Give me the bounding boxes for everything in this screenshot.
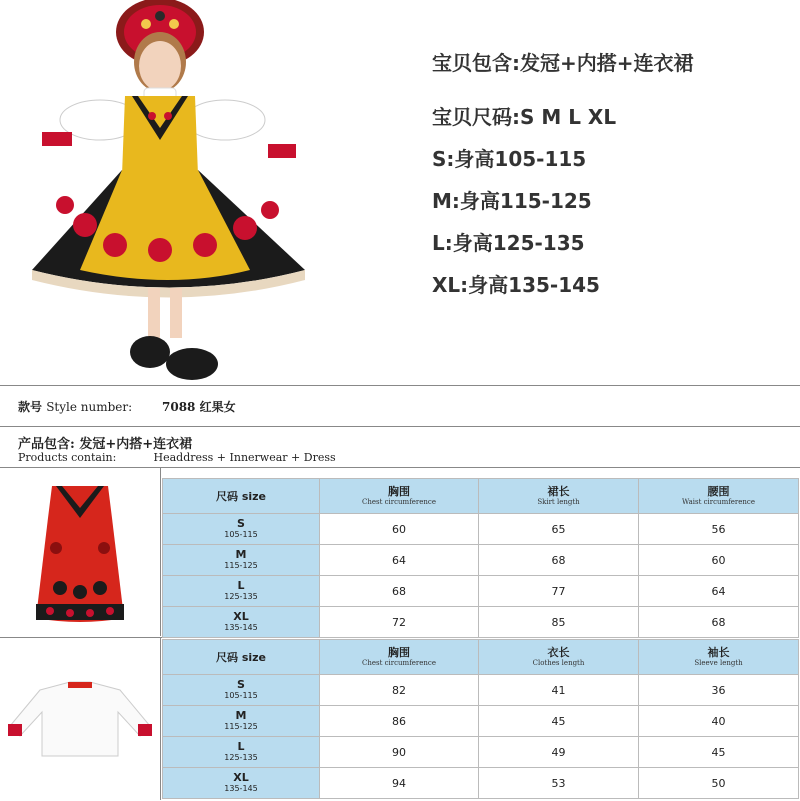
shirt-col-sleeve: 袖长 Sleeve length — [639, 640, 799, 675]
size-cell: L 125-135 — [163, 737, 320, 768]
style-number-value: 7088 红果女 — [162, 400, 236, 414]
dress-col-waist: 腰围 Waist circumference — [639, 479, 799, 514]
value-cell: 85 — [479, 607, 639, 638]
product-hero — [0, 0, 800, 385]
value-cell: 36 — [639, 675, 799, 706]
table-row — [163, 768, 799, 799]
size-cell: M 115-125 — [163, 706, 320, 737]
style-number-label — [18, 398, 132, 415]
shirt-size-header: 尺码 size — [163, 640, 320, 675]
value-cell: 56 — [639, 514, 799, 545]
products-cn-value: 发冠+内搭+连衣裙 — [79, 437, 193, 452]
products-en — [18, 451, 336, 464]
value-cell: 53 — [479, 768, 639, 799]
style-number-row — [0, 386, 800, 427]
products-cn-key: 产品包含: — [18, 437, 75, 452]
size-cell: M 115-125 — [163, 545, 320, 576]
value-cell: 40 — [639, 706, 799, 737]
sizes-label: 宝贝尺码:S M L XL — [432, 105, 617, 129]
shirt-thumbnail — [0, 638, 161, 800]
value-cell: 90 — [320, 737, 479, 768]
dress-col-skirt: 裙长 Skirt length — [479, 479, 639, 514]
value-cell: 64 — [320, 545, 479, 576]
value-cell: 77 — [479, 576, 639, 607]
size-cell: XL 135-145 — [163, 768, 320, 799]
value-cell: 68 — [320, 576, 479, 607]
table-row — [163, 545, 799, 576]
value-cell: 65 — [479, 514, 639, 545]
table-row — [163, 737, 799, 768]
value-cell: 45 — [479, 706, 639, 737]
value-cell: 82 — [320, 675, 479, 706]
value-cell: 86 — [320, 706, 479, 737]
products-en-value: Headdress + Innerwear + Dress — [153, 451, 336, 464]
dress-size-table — [162, 478, 799, 638]
dress-col-chest: 胸围 Chest circumference — [320, 479, 479, 514]
size-line-l: L:身高125-135 — [432, 231, 585, 255]
table-row — [163, 675, 799, 706]
products-row — [0, 427, 800, 468]
size-line-xl: XL:身高135-145 — [432, 273, 600, 297]
contents-text: 宝贝包含:发冠+内搭+连衣裙 — [432, 51, 694, 75]
value-cell: 68 — [479, 545, 639, 576]
products-en-key: Products contain: — [18, 451, 117, 464]
size-cell: L 125-135 — [163, 576, 320, 607]
shirt-col-chest: 胸围 Chest circumference — [320, 640, 479, 675]
shirt-table-header — [163, 640, 799, 675]
dress-thumbnail — [0, 468, 161, 636]
value-cell: 60 — [320, 514, 479, 545]
value-cell: 41 — [479, 675, 639, 706]
shirt-col-length: 衣长 Clothes length — [479, 640, 639, 675]
dress-size-header: 尺码 size — [163, 479, 320, 514]
table-row — [163, 514, 799, 545]
value-cell: 64 — [639, 576, 799, 607]
value-cell: 94 — [320, 768, 479, 799]
value-cell: 49 — [479, 737, 639, 768]
style-number-label-cn: 款号 — [18, 400, 43, 414]
size-sheet — [0, 385, 800, 801]
table-row — [163, 607, 799, 638]
style-number-label-en: Style number: — [46, 400, 133, 414]
size-line-s: S:身高105-115 — [432, 147, 587, 171]
dress-table-header — [163, 479, 799, 514]
product-info — [432, 52, 694, 316]
table-row — [163, 576, 799, 607]
table-row — [163, 706, 799, 737]
size-line-m: M:身高115-125 — [432, 189, 592, 213]
shirt-size-table — [162, 639, 799, 799]
value-cell: 68 — [639, 607, 799, 638]
value-cell: 45 — [639, 737, 799, 768]
value-cell: 72 — [320, 607, 479, 638]
size-cell: S 105-115 — [163, 514, 320, 545]
value-cell: 60 — [639, 545, 799, 576]
model-photo — [20, 0, 320, 385]
products-cn — [18, 433, 192, 452]
size-cell: XL 135-145 — [163, 607, 320, 638]
value-cell: 50 — [639, 768, 799, 799]
size-cell: S 105-115 — [163, 675, 320, 706]
